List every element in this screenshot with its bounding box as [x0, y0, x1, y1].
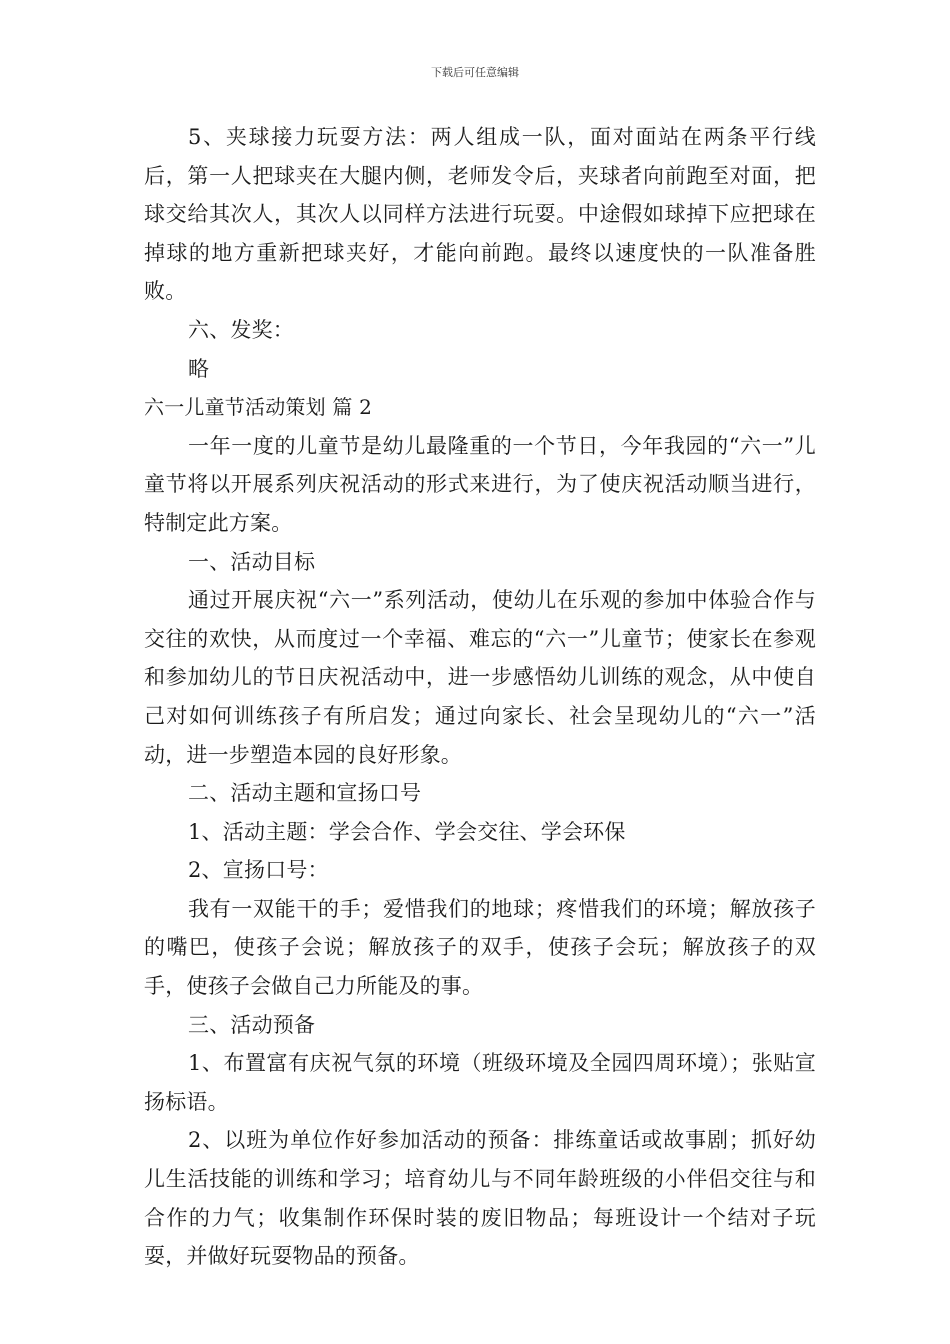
paragraph-relay-game: 5、夹球接力玩耍方法：两人组成一队，面对面站在两条平行线后，第一人把球夹在大腿内侧，老师发令后，夹球者向前跑至对面，把球交给其次人，其次人以同样方法进行玩耍。中途假如球掉下应把球在掉球的地方重新把球夹好，才能向前跑。最终以速度快的一队准备胜败。 [144, 125, 816, 304]
paragraph-prep-classes: 2、以班为单位作好参加活动的预备：排练童话或故事剧；抓好幼儿生活技能的训练和学习；培育幼儿与不同年龄班级的小伴侣交往与和合作的力气；收集制作环保时装的废旧物品；每班设计一个结对子玩耍，并做好玩耍物品的预备。 [144, 1128, 816, 1269]
page-header: 下载后可任意编辑 [431, 66, 519, 79]
section-heading-theme: 二、活动主题和宣扬口号 [188, 781, 422, 806]
paragraph-slogan-label: 2、宣扬口号： [188, 858, 329, 883]
paragraph-prep-environment: 1、布置富有庆祝气氛的环境（班级环境及全园四周环境）；张贴宣扬标语。 [144, 1051, 816, 1114]
document-title: 六一儿童节活动策划 篇 2 [144, 395, 373, 420]
section-heading-goals: 一、活动目标 [188, 549, 316, 574]
section-heading-preparation: 三、活动预备 [188, 1012, 316, 1037]
document-body [144, 118, 816, 1276]
paragraph-omitted: 略 [188, 356, 210, 381]
paragraph-intro: 一年一度的儿童节是幼儿最隆重的一个节日，今年我园的“六一”儿童节将以开展系列庆祝活动的形式来进行，为了使庆祝活动顺当进行，特制定此方案。 [144, 433, 816, 535]
paragraph-theme: 1、活动主题：学会合作、学会交往、学会环保 [188, 819, 626, 844]
section-heading-awards: 六、发奖： [188, 317, 294, 342]
paragraph-slogan: 我有一双能干的手；爱惜我们的地球；疼惜我们的环境；解放孩子的嘴巴，使孩子会说；解放孩子的双手，使孩子会玩；解放孩子的双手，使孩子会做自己力所能及的事。 [144, 896, 816, 999]
paragraph-goals: 通过开展庆祝“六一”系列活动，使幼儿在乐观的参加中体验合作与交往的欢快，从而度过一个幸福、难忘的“六一”儿童节；使家长在参观和参加幼儿的节日庆祝活动中，进一步感悟幼儿训练的观念，从中使自己对如何训练孩子有所启发；通过向家长、社会呈现幼儿的“六一”活动，进一步塑造本园的良好形象。 [144, 588, 816, 767]
